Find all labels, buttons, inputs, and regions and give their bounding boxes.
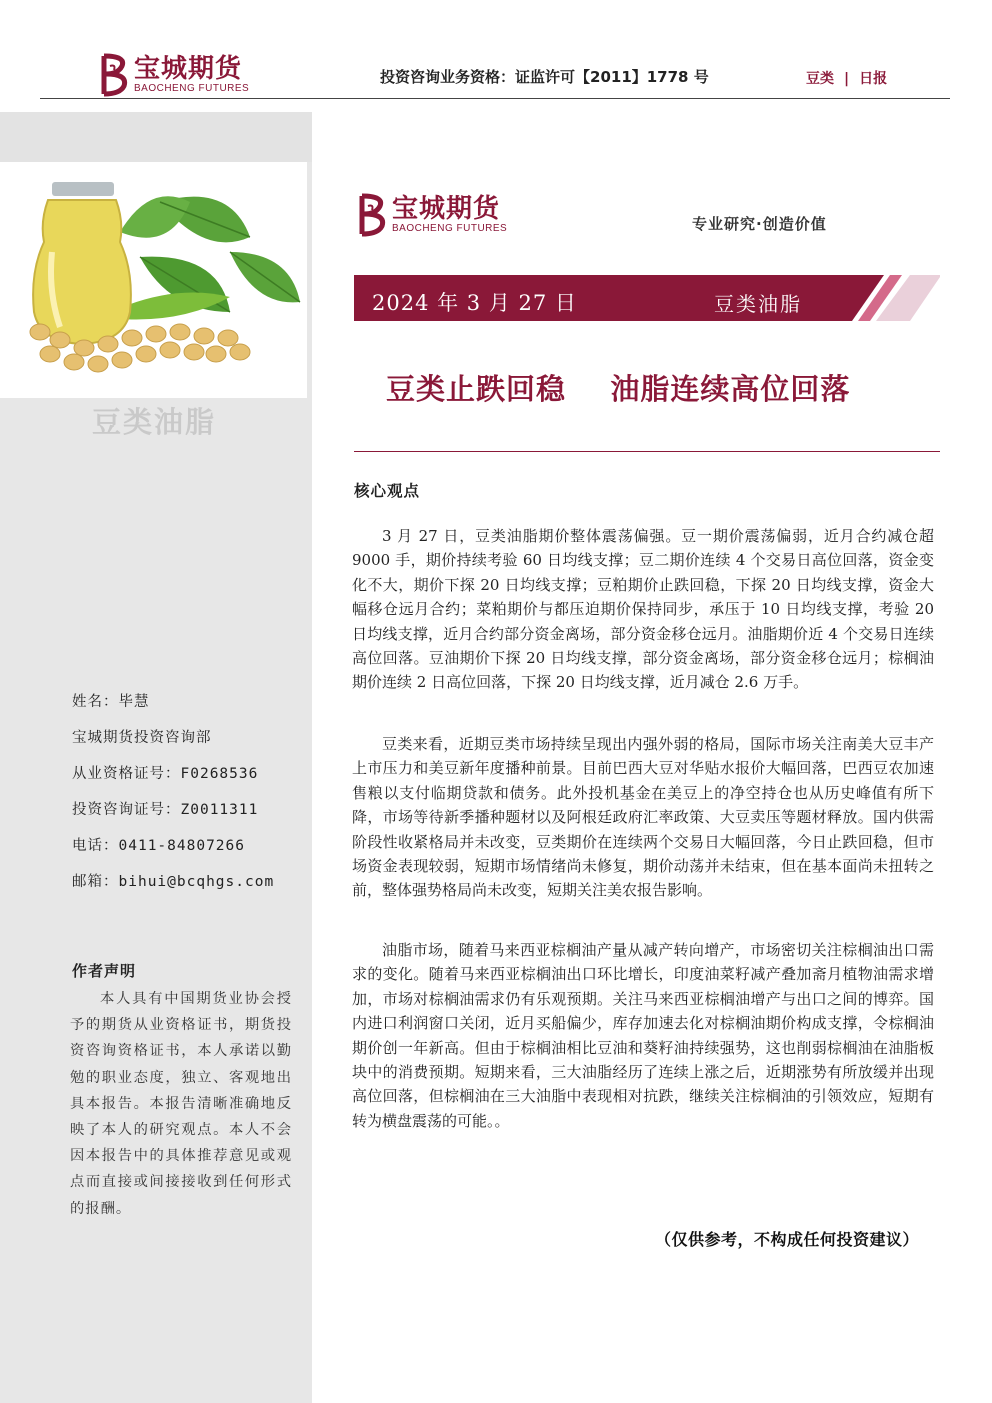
- core-heading: 核心观点: [354, 482, 421, 500]
- analyst-department: 宝城期货投资咨询部: [72, 730, 212, 746]
- license-text: 投资咨询业务资格：证监许可【2011】1778 号: [380, 68, 709, 86]
- logo-b-icon: [354, 192, 388, 238]
- paragraph-summary: 3 月 27 日，豆类油脂期价整体震荡偏强。豆一期价震荡偏弱，近月合约减仓超 9000 手，期价持续考验 60 日均线支撑；豆二期价连续 4 个交易日高位回落，资金变化不大，期价下探 20 日均线支撑；豆粕期价止跌回稳，下探 20 日均线支撑，资金大幅移仓远月合约；菜粕期价与都压迫期价保持同步，承压于 10 日均线支撑，考验 20 日均线支撑，近月合约部分资金离场，部分资金移仓远月。油脂期价近 4 个交易日连续高位回落。豆油期价下探 20 日均线支撑，部分资金离场，部分资金移仓远月；棕榈油期价连续 2 日高位回落，下探 20 日均线支撑，近月减仓 2.6 万手。: [352, 527, 934, 692]
- header-logo: [96, 52, 249, 98]
- analyst-qualification-no: 从业资格证号：F0268536: [72, 766, 259, 782]
- header-tag-separator: |: [844, 71, 850, 87]
- product-photo: [0, 162, 307, 398]
- report-date: 2024 年 3 月 27 日: [372, 291, 577, 315]
- disclaimer: （仅供参考，不构成任何投资建议）: [655, 1230, 920, 1249]
- header-logo-en: BAOCHENG FUTURES: [134, 83, 250, 94]
- logo-b-icon: [96, 52, 130, 98]
- sidebar-category-label: 豆类油脂: [92, 405, 217, 439]
- report-title: 豆类止跌回稳 油脂连续高位回落: [386, 372, 851, 406]
- paragraph-oils: 油脂市场，随着马来西亚棕榈油产量从减产转向增产，市场密切关注棕榈油出口需求的变化。随着马来西亚棕榈油出口环比增长，印度油菜籽减产叠加斋月植物油需求增加，市场对棕榈油需求仍有乐观预期。关注马来西亚棕榈油增产与出口之间的博弈。国内进口利润窗口关闭，近月买船偏少，库存加速去化对棕榈油期价构成支撑，令棕榈油期价创一年新高。但由于棕榈油相比豆油和葵籽油持续强势，这也削弱棕榈油在油脂板块中的消费预期。短期来看，三大油脂经历了连续上涨之后，近期涨势有所放缓并出现高位回落，但棕榈油在三大油脂中表现相对抗跌，继续关注棕榈油的引领效应，短期有转为横盘震荡的可能。。: [352, 941, 934, 1130]
- header-tag-category: 豆类: [806, 71, 834, 87]
- paragraph-soybean: 豆类来看，近期豆类市场持续呈现出内强外弱的格局，国际市场关注南美大豆丰产上市压力和美豆新年度播种前景。目前巴西大豆对华贴水报价大幅回落，巴西豆农加速售粮以支付临期贷款和债务。此外投机基金在美豆上的净空持仓也从历史峰值有所下降，市场等待新季播种题材以及阿根廷政府汇率政策、大豆卖压等题材释放。国内供需阶段性收紧格局并未改变，豆类期价在连续两个交易日大幅回落，今日止跌回稳，但市场资金表现较弱，短期市场情绪尚未修复，期价动荡并未结束，但在基本面尚未扭转之前，整体强势格局尚未改变，短期关注美农报告影响。: [352, 735, 934, 900]
- declaration-title: 作者声明: [72, 962, 137, 980]
- oil-jar-soybean-image: [0, 162, 307, 398]
- main-logo-cn: 宝城期货: [392, 194, 501, 224]
- analyst-consulting-no: 投资咨询证号：Z0011311: [72, 802, 259, 818]
- header-logo-cn: 宝城期货: [134, 54, 243, 84]
- slogan: 专业研究·创造价值: [692, 215, 827, 233]
- sidebar-top-band: [0, 112, 312, 162]
- header-divider: [40, 98, 950, 99]
- analyst-email: 邮箱：bihui@bcqhgs.com: [72, 874, 275, 890]
- main-logo: [354, 192, 507, 238]
- title-divider: [354, 451, 940, 452]
- main-logo-en: BAOCHENG FUTURES: [392, 223, 508, 234]
- declaration-text: 本人具有中国期货业协会授予的期货从业资格证书，期货投资咨询资格证书，本人承诺以勤勉的职业态度，独立、客观地出具本报告。本报告清晰准确地反映了本人的研究观点。本人不会因本报告中的具体推荐意见或观点而直接或间接接收到任何形式的报酬。: [70, 991, 292, 1217]
- analyst-phone: 电话：0411-84807266: [72, 838, 245, 854]
- report-category: 豆类油脂: [714, 292, 802, 316]
- analyst-name: 姓名：毕慧: [72, 694, 150, 710]
- header-tags: [806, 68, 887, 88]
- header-tag-type: 日报: [859, 71, 888, 87]
